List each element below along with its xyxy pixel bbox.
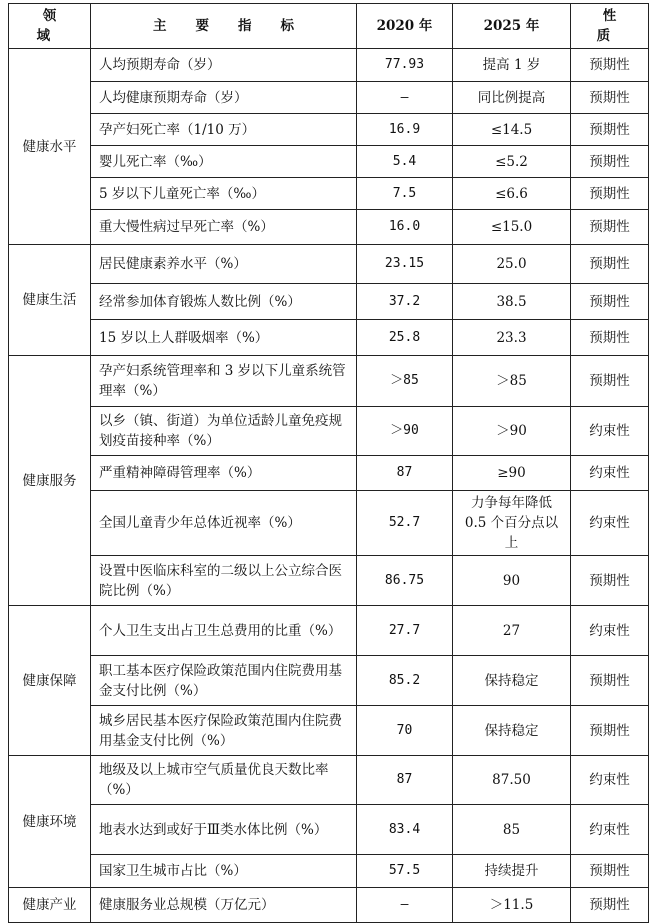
value-2025-cell: 90 (453, 556, 571, 606)
indicator-cell: 居民健康素养水平（%） (91, 245, 357, 284)
indicator-cell: 健康服务业总规模（万亿元） (91, 888, 357, 923)
value-2025-cell: 23.3 (453, 320, 571, 356)
table-row (9, 556, 649, 606)
indicator-cell: 5 岁以下儿童死亡率（‰） (91, 178, 357, 210)
table-header-row (9, 4, 649, 49)
table-row (9, 756, 649, 805)
table-row (9, 407, 649, 456)
nature-cell: 预期性 (571, 556, 649, 606)
value-2025-cell: 85 (453, 805, 571, 855)
value-2020-cell: 85.2 (357, 656, 453, 706)
table-row (9, 356, 649, 407)
indicator-cell: 人均预期寿命（岁） (91, 49, 357, 82)
nature-cell: 预期性 (571, 888, 649, 923)
nature-cell: 预期性 (571, 82, 649, 114)
value-2025-cell: ＞90 (453, 407, 571, 456)
value-2020-cell: 16.9 (357, 114, 453, 146)
value-2025-cell: ＞11.5 (453, 888, 571, 923)
domain-cell: 健康水平 (9, 49, 91, 245)
indicator-cell: 个人卫生支出占卫生总费用的比重（%） (91, 606, 357, 656)
table-row (9, 49, 649, 82)
nature-cell: 预期性 (571, 855, 649, 888)
indicator-cell: 婴儿死亡率（‰） (91, 146, 357, 178)
nature-cell: 预期性 (571, 146, 649, 178)
nature-cell: 预期性 (571, 320, 649, 356)
value-2025-cell: 持续提升 (453, 855, 571, 888)
nature-cell: 预期性 (571, 356, 649, 407)
value-2025-cell: 87.50 (453, 756, 571, 805)
nature-cell: 预期性 (571, 49, 649, 82)
health-indicators-table (8, 3, 649, 923)
value-2025-cell: 提高 1 岁 (453, 49, 571, 82)
indicator-cell: 地级及以上城市空气质量优良天数比率（%） (91, 756, 357, 805)
table-row (9, 456, 649, 491)
indicator-cell: 经常参加体育锻炼人数比例（%） (91, 284, 357, 320)
table-row (9, 146, 649, 178)
nature-cell: 预期性 (571, 178, 649, 210)
table-row (9, 606, 649, 656)
indicator-cell: 职工基本医疗保险政策范围内住院费用基金支付比例（%） (91, 656, 357, 706)
value-2025-cell: 保持稳定 (453, 706, 571, 756)
value-2020-cell: 7.5 (357, 178, 453, 210)
table-row (9, 284, 649, 320)
value-2025-cell: ＞85 (453, 356, 571, 407)
indicator-cell: 地表水达到或好于Ⅲ类水体比例（%） (91, 805, 357, 855)
value-2025-cell: 同比例提高 (453, 82, 571, 114)
indicator-cell: 国家卫生城市占比（%） (91, 855, 357, 888)
nature-cell: 约束性 (571, 805, 649, 855)
indicator-cell: 严重精神障碍管理率（%） (91, 456, 357, 491)
value-2020-cell: 52.7 (357, 491, 453, 556)
indicator-cell: 15 岁以上人群吸烟率（%） (91, 320, 357, 356)
header-indicator: 主 要 指 标 (91, 4, 357, 49)
value-2020-cell: — (357, 82, 453, 114)
table-row (9, 706, 649, 756)
header-domain: 领 域 (9, 4, 91, 49)
value-2020-cell: ＞85 (357, 356, 453, 407)
domain-cell: 健康环境 (9, 756, 91, 888)
value-2020-cell: 37.2 (357, 284, 453, 320)
table-row (9, 320, 649, 356)
value-2020-cell: 70 (357, 706, 453, 756)
value-2025-cell: 27 (453, 606, 571, 656)
table-row (9, 114, 649, 146)
table-row (9, 656, 649, 706)
value-2025-cell: ≤5.2 (453, 146, 571, 178)
nature-cell: 约束性 (571, 491, 649, 556)
nature-cell: 预期性 (571, 210, 649, 245)
indicator-cell: 孕产妇系统管理率和 3 岁以下儿童系统管理率（%） (91, 356, 357, 407)
indicator-cell: 以乡（镇、街道）为单位适龄儿童免疫规划疫苗接种率（%） (91, 407, 357, 456)
indicator-table-wrapper (8, 3, 649, 923)
domain-cell: 健康生活 (9, 245, 91, 356)
header-2025: 2025 年 (453, 4, 571, 49)
value-2025-cell: 保持稳定 (453, 656, 571, 706)
domain-cell: 健康产业 (9, 888, 91, 923)
table-row (9, 82, 649, 114)
table-row (9, 178, 649, 210)
value-2020-cell: — (357, 888, 453, 923)
table-row (9, 491, 649, 556)
nature-cell: 预期性 (571, 114, 649, 146)
header-nature: 性 质 (571, 4, 649, 49)
value-2025-cell: ≤14.5 (453, 114, 571, 146)
value-2025-cell: ≥90 (453, 456, 571, 491)
value-2020-cell: 25.8 (357, 320, 453, 356)
table-row (9, 855, 649, 888)
nature-cell: 约束性 (571, 756, 649, 805)
value-2020-cell: 5.4 (357, 146, 453, 178)
value-2020-cell: 16.0 (357, 210, 453, 245)
value-2020-cell: 77.93 (357, 49, 453, 82)
indicator-cell: 全国儿童青少年总体近视率（%） (91, 491, 357, 556)
table-body (9, 49, 649, 923)
value-2020-cell: 87 (357, 456, 453, 491)
value-2020-cell: 57.5 (357, 855, 453, 888)
nature-cell: 约束性 (571, 407, 649, 456)
value-2025-cell: ≤15.0 (453, 210, 571, 245)
nature-cell: 预期性 (571, 706, 649, 756)
value-2025-cell: 25.0 (453, 245, 571, 284)
table-row (9, 805, 649, 855)
header-2020: 2020 年 (357, 4, 453, 49)
indicator-cell: 城乡居民基本医疗保险政策范围内住院费用基金支付比例（%） (91, 706, 357, 756)
value-2025-cell: 力争每年降低 0.5 个百分点以上 (453, 491, 571, 556)
indicator-cell: 设置中医临床科室的二级以上公立综合医院比例（%） (91, 556, 357, 606)
nature-cell: 约束性 (571, 456, 649, 491)
value-2025-cell: ≤6.6 (453, 178, 571, 210)
value-2020-cell: 27.7 (357, 606, 453, 656)
nature-cell: 预期性 (571, 656, 649, 706)
value-2020-cell: 87 (357, 756, 453, 805)
indicator-cell: 重大慢性病过早死亡率（%） (91, 210, 357, 245)
nature-cell: 预期性 (571, 245, 649, 284)
table-row (9, 245, 649, 284)
table-row (9, 888, 649, 923)
value-2020-cell: 86.75 (357, 556, 453, 606)
indicator-cell: 孕产妇死亡率（1/10 万） (91, 114, 357, 146)
nature-cell: 预期性 (571, 284, 649, 320)
table-row (9, 210, 649, 245)
nature-cell: 约束性 (571, 606, 649, 656)
domain-cell: 健康服务 (9, 356, 91, 606)
value-2020-cell: 83.4 (357, 805, 453, 855)
value-2025-cell: 38.5 (453, 284, 571, 320)
domain-cell: 健康保障 (9, 606, 91, 756)
indicator-cell: 人均健康预期寿命（岁） (91, 82, 357, 114)
value-2020-cell: ＞90 (357, 407, 453, 456)
value-2020-cell: 23.15 (357, 245, 453, 284)
